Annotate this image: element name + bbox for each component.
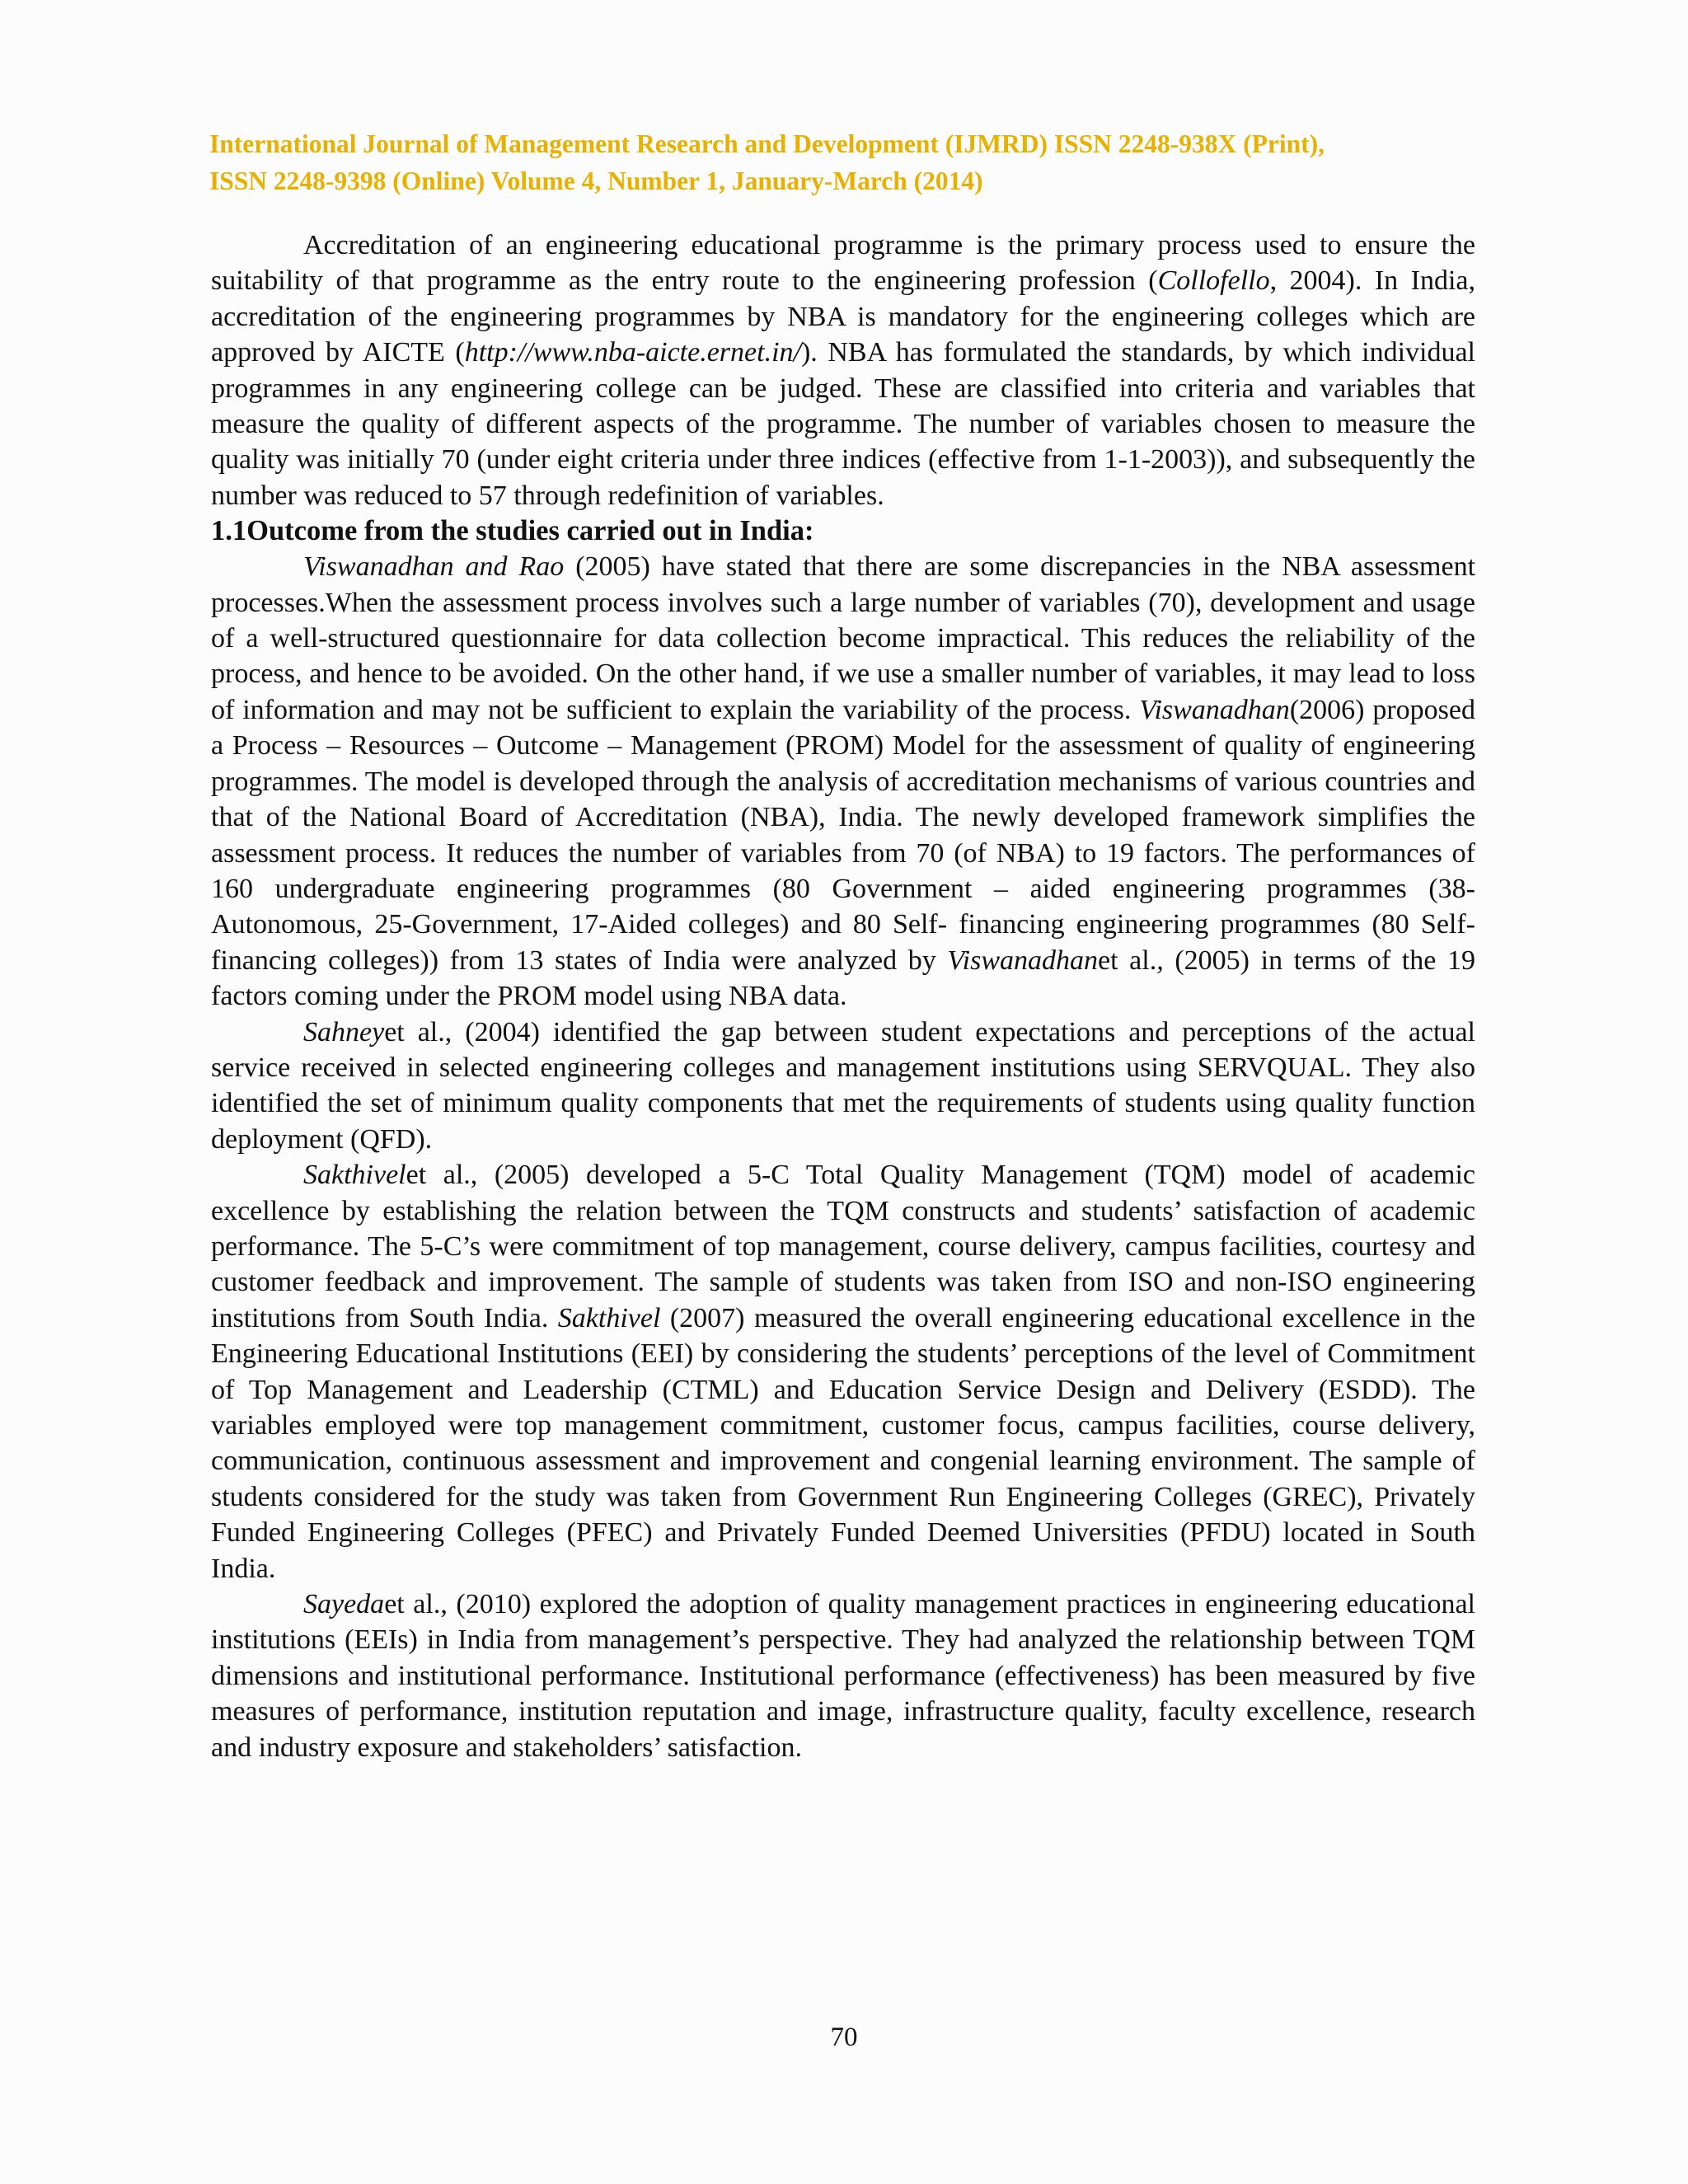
citation-author: Sayeda [303,1589,385,1620]
paragraph-sakthivel: Sakthivelet al., (2005) developed a 5-C Total Quality Management (TQM) model of academic excellence by establishing the relation between the TQM constructs and students’ satisfaction of academic performance. The 5-C’s were commitment of top management, course delivery, campus facilities, courtesy and customer feedback and improvement. The sample of students was taken from ISO and non-ISO engineering institutions from South India. Sakthivel (2007) measured the overall engineering educational excellence in the Engineering Educational Institutions (EEI) by considering the students’ perceptions of the level of Commitment of Top Management and Leadership (CTML) and Education Service Design and Delivery (ESDD). The variables employed were top management commitment, customer focus, campus facilities, course delivery, communication, continuous assessment and improvement and congenial learning environment. The sample of students considered for the study was taken from Government Run Engineering Colleges (GREC), Privately Funded Engineering Colleges (PFEC) and Privately Funded Deemed Universities (PFDU) located in South India. [211,1160,1475,1584]
citation-author: Sakthivel [557,1302,661,1333]
page-number: 70 [830,2022,858,2052]
journal-header [209,125,1479,199]
paragraph-viswanadhan: Viswanadhan and Rao (2005) have stated that there are some discrepancies in the NBA assessment processes.When the assessment process involves such a large number of variables (70), development and usage of a well-structured questionnaire for data collection become impractical. This reduces the reliability of the process, and hence to be avoided. On the other hand, if we use a smaller number of variables, it may lead to loss of information and may not be sufficient to explain the variability of the process. Viswanadhan(2006) proposed a Process – Resources – Outcome – Management (PROM) Model for the assessment of quality of engineering programmes. The model is developed through the analysis of accreditation mechanisms of various countries and that of the National Board of Accreditation (NBA), India. The newly developed framework simplifies the assessment process. It reduces the number of variables from 70 (of NBA) to 19 factors. The performances of 160 undergraduate engineering programmes (80 Government – aided engineering programmes (38-Autonomous, 25-Government, 17-Aided colleges) and 80 Self- financing engineering programmes (80 Self-financing colleges)) from 13 states of India were analyzed by Viswanadhanet al., (2005) in terms of the 19 factors coming under the PROM model using NBA data. [211,551,1476,1012]
citation-author: Viswanadhan [1139,694,1290,725]
article-body [211,227,1475,1765]
section-heading: 1.1Outcome from the studies carried out in India: [211,515,814,547]
paragraph-accreditation: Accreditation of an engineering educational programme is the primary process used to ensure the suitability of that programme as the entry route to the engineering profession (Collofello, 2004). In India, accreditation of the engineering programmes by NBA is mandatory for the engineering colleges which are approved by AICTE (http://www.nba-aicte.ernet.in/). NBA has formulated the standards, by which individual programmes in any engineering college can be judged. These are classified into criteria and variables that measure the quality of different aspects of the programme. The number of variables chosen to measure the quality was initially 70 (under eight criteria under three indices (effective from 1-1-2003)), and subsequently the number was reduced to 57 through redefinition of variables. [211,230,1476,511]
header-line-1: International Journal of Management Research and Development (IJMRD) ISSN 2248-938X (Print), [209,129,1325,158]
paragraph-sayeda: Sayedaet al., (2010) explored the adoption of quality management practices in engineering educational institutions (EEIs) in India from management’s perspective. They had analyzed the relationship between TQM dimensions and institutional performance. Institutional performance (effectiveness) has been measured by five measures of performance, institution reputation and image, infrastructure quality, faculty excellence, research and industry exposure and stakeholders’ satisfaction. [211,1589,1475,1763]
citation-author: Collofello [1157,265,1270,297]
paragraph-sahney: Sahneyet al., (2004) identified the gap between student expectations and perceptions of the actual service received in selected engineering colleges and management institutions using SERVQUAL. They also identified the set of minimum quality components that met the requirements of students using quality function deployment (QFD). [211,1016,1475,1155]
citation-author: Viswanadhan [947,944,1099,976]
citation-author: Sahney [303,1016,385,1047]
header-line-2: ISSN 2248-9398 (Online) Volume 4, Number 1, January-March (2014) [209,166,983,195]
nba-url-link: http://www.nba-aicte.ernet.in/ [464,337,801,368]
citation-author: Sakthivel [303,1160,406,1191]
citation-author: Viswanadhan and Rao [303,551,565,583]
